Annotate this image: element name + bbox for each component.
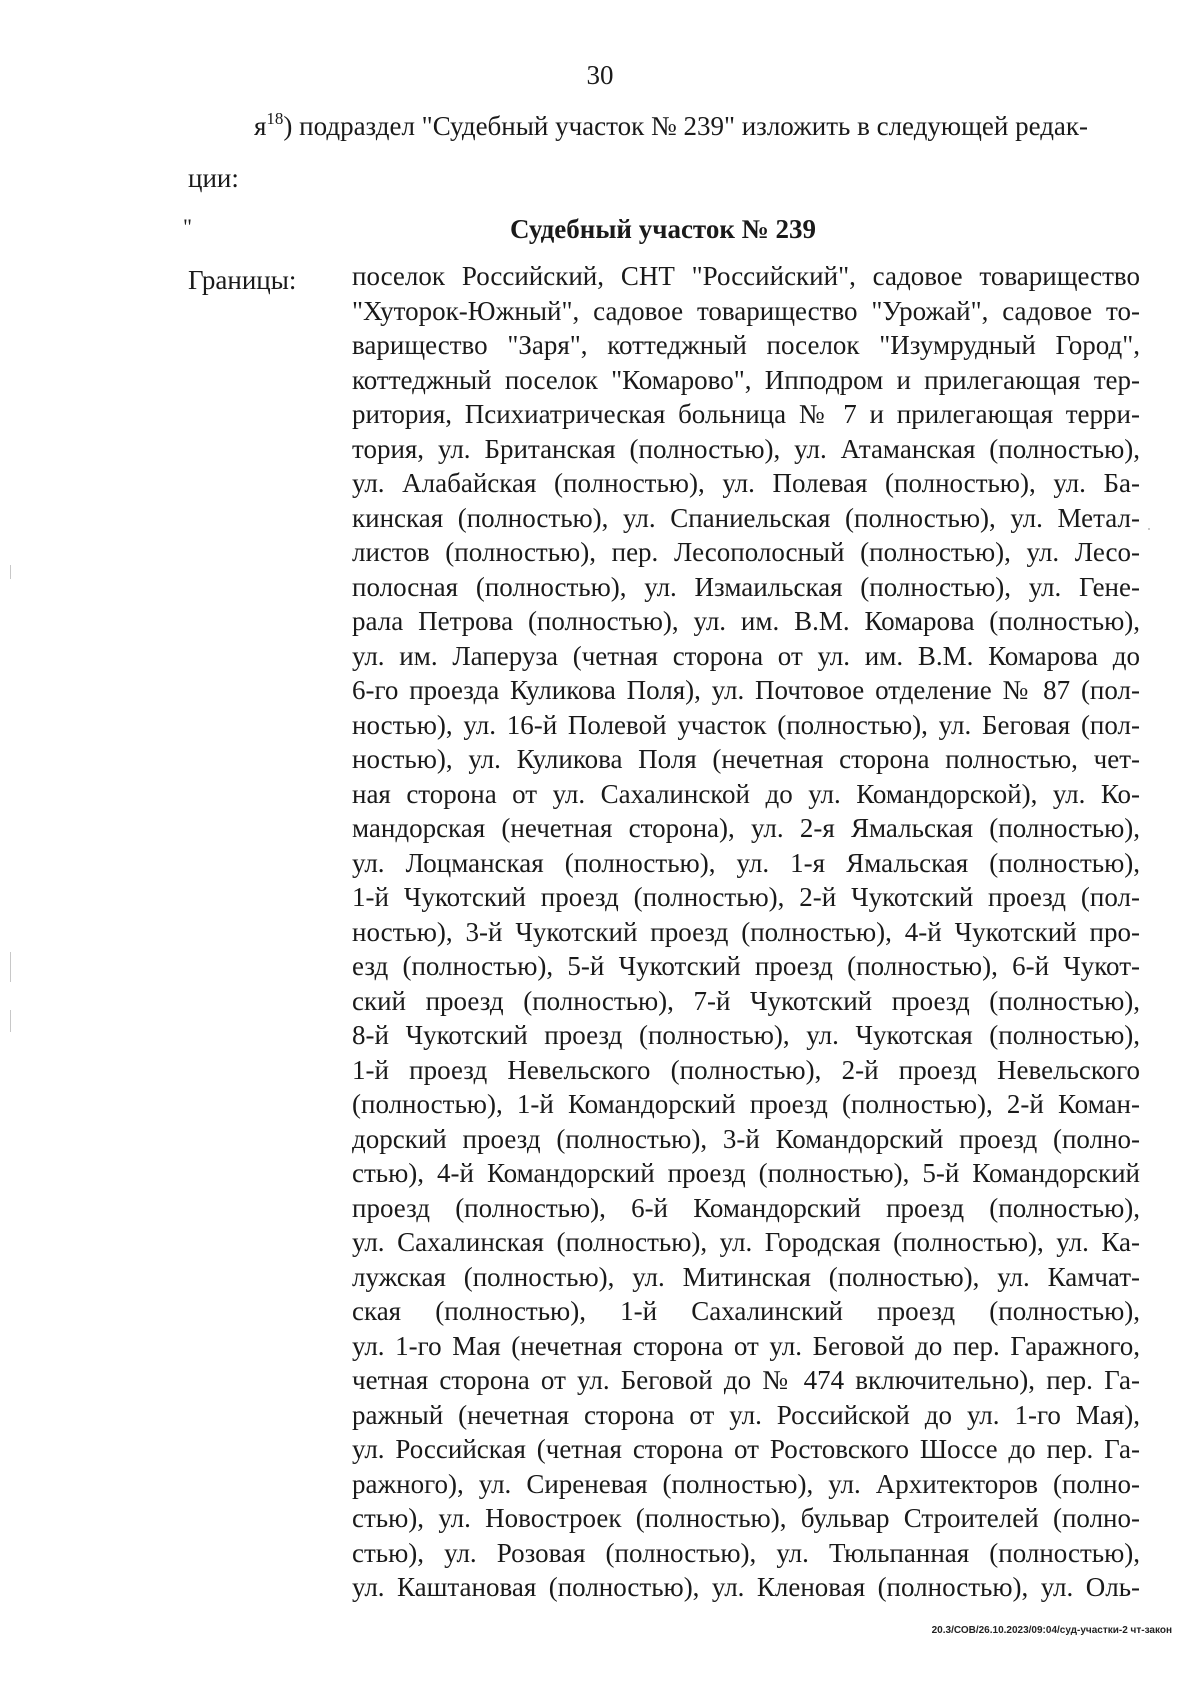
borders-line: коттеджный поселок "Комарово", Ипподром и прилегающая тер- <box>352 364 1140 395</box>
borders-line: ритория, Психиатрическая больница № 7 и прилегающая терри- <box>352 399 1140 429</box>
borders-line: кинская (полностью), ул. Спаниельская (полностью), ул. Метал- <box>352 502 1140 533</box>
borders-line: ностью), ул. Куликова Поля (нечетная сторона полностью, чет- <box>352 744 1140 774</box>
borders-line: 6-го проезда Куликова Поля), ул. Почтовое отделение № 87 (пол- <box>352 675 1140 705</box>
borders-line: дорский проезд (полностью), 3-й Командорский проезд (полно- <box>352 1123 1140 1154</box>
borders-line: мандорская (нечетная сторона), ул. 2-я Ямальская (полностью), <box>352 813 1140 843</box>
borders-line: ностью), ул. 16-й Полевой участок (полностью), ул. Беговая (пол- <box>352 709 1140 740</box>
intro-prefix: я <box>254 111 267 141</box>
borders-line: ул. Сахалинская (полностью), ул. Городская (полностью), ул. Ка- <box>352 1227 1140 1257</box>
footnote-superscript: 18 <box>266 109 284 128</box>
borders-line: ул. Каштановая (полностью), ул. Кленовая (полностью), ул. Оль- <box>352 1572 1140 1602</box>
borders-line: 1-й Чукотский проезд (полностью), 2-й Чукотский проезд (пол- <box>352 882 1140 912</box>
borders-line: "Хуторок-Южный", садовое товарищество "Урожай", садовое то- <box>352 295 1140 326</box>
borders-label: Границы: <box>188 265 297 295</box>
page-number: 30 <box>586 60 614 90</box>
borders-line: рала Петрова (полностью), ул. им. В.М. Комарова (полностью), <box>352 606 1140 636</box>
opening-quote-mark: " <box>183 214 192 239</box>
intro-line-rest: ) подраздел "Судебный участок № 239" изложить в следующей редак- <box>283 111 1089 141</box>
borders-line: ражного), ул. Сиреневая (полностью), ул. Архитекторов (полно- <box>352 1468 1140 1499</box>
borders-line: тория, ул. Британская (полностью), ул. Атаманская (полностью), <box>352 433 1140 464</box>
borders-line: ул. Алабайская (полностью), ул. Полевая (полностью), ул. Ба- <box>352 468 1140 498</box>
scan-speck <box>10 565 11 579</box>
borders-line: ностью), 3-й Чукотский проезд (полностью), 4-й Чукотский про- <box>352 916 1140 947</box>
borders-line: ул. им. Лаперуза (четная сторона от ул. им. В.М. Комарова до <box>352 640 1140 671</box>
section-title: Судебный участок № 239 <box>510 214 817 244</box>
borders-line: стью), ул. Розовая (полностью), ул. Тюльпанная (полностью), <box>352 1537 1140 1568</box>
borders-line: варищество "Заря", коттеджный поселок "Изумрудный Город", <box>352 330 1140 360</box>
document-reference-footer: 20.3/СОВ/26.10.2023/09:04/суд-участки-2 чт-закон <box>931 1625 1172 1636</box>
borders-line: 1-й проезд Невельского (полностью), 2-й проезд Невельского <box>352 1054 1140 1085</box>
borders-line: поселок Российский, СНТ "Российский", садовое товарищество <box>352 261 1140 291</box>
borders-line: ская (полностью), 1-й Сахалинский проезд (полностью), <box>352 1296 1140 1326</box>
scan-speck <box>10 952 11 982</box>
borders-line: ул. 1-го Мая (нечетная сторона от ул. Беговой до пер. Гаражного, <box>352 1330 1140 1361</box>
borders-line: полосная (полностью), ул. Измаильская (полностью), ул. Гене- <box>352 571 1140 602</box>
borders-line: лужская (полностью), ул. Митинская (полностью), ул. Камчат- <box>352 1261 1140 1292</box>
borders-line: (полностью), 1-й Командорский проезд (полностью), 2-й Коман- <box>352 1089 1140 1119</box>
scan-speck <box>1148 528 1150 530</box>
intro-continuation: ции: <box>188 163 239 193</box>
borders-line: ная сторона от ул. Сахалинской до ул. Командорской), ул. Ко- <box>352 778 1140 809</box>
borders-line: стью), 4-й Командорский проезд (полностью), 5-й Командорский <box>352 1158 1140 1188</box>
intro-line <box>254 108 1088 144</box>
borders-line: езд (полностью), 5-й Чукотский проезд (полностью), 6-й Чукот- <box>352 951 1140 981</box>
borders-line: четная сторона от ул. Беговой до № 474 включительно), пер. Га- <box>352 1365 1140 1395</box>
borders-line: ский проезд (полностью), 7-й Чукотский проезд (полностью), <box>352 985 1140 1016</box>
borders-line: стью), ул. Новостроек (полностью), бульвар Строителей (полно- <box>352 1503 1140 1533</box>
borders-line: ул. Лоцманская (полностью), ул. 1-я Ямальская (полностью), <box>352 847 1140 878</box>
borders-line: 8-й Чукотский проезд (полностью), ул. Чукотская (полностью), <box>352 1020 1140 1050</box>
borders-line: листов (полностью), пер. Лесополосный (полностью), ул. Лесо- <box>352 537 1140 567</box>
borders-line: ражный (нечетная сторона от ул. Российской до ул. 1-го Мая), <box>352 1399 1140 1430</box>
borders-line: ул. Российская (четная сторона от Ростовского Шоссе до пер. Га- <box>352 1434 1140 1464</box>
borders-line: проезд (полностью), 6-й Командорский проезд (полностью), <box>352 1192 1140 1223</box>
borders-description <box>352 259 1140 1605</box>
scan-speck <box>10 1010 11 1032</box>
